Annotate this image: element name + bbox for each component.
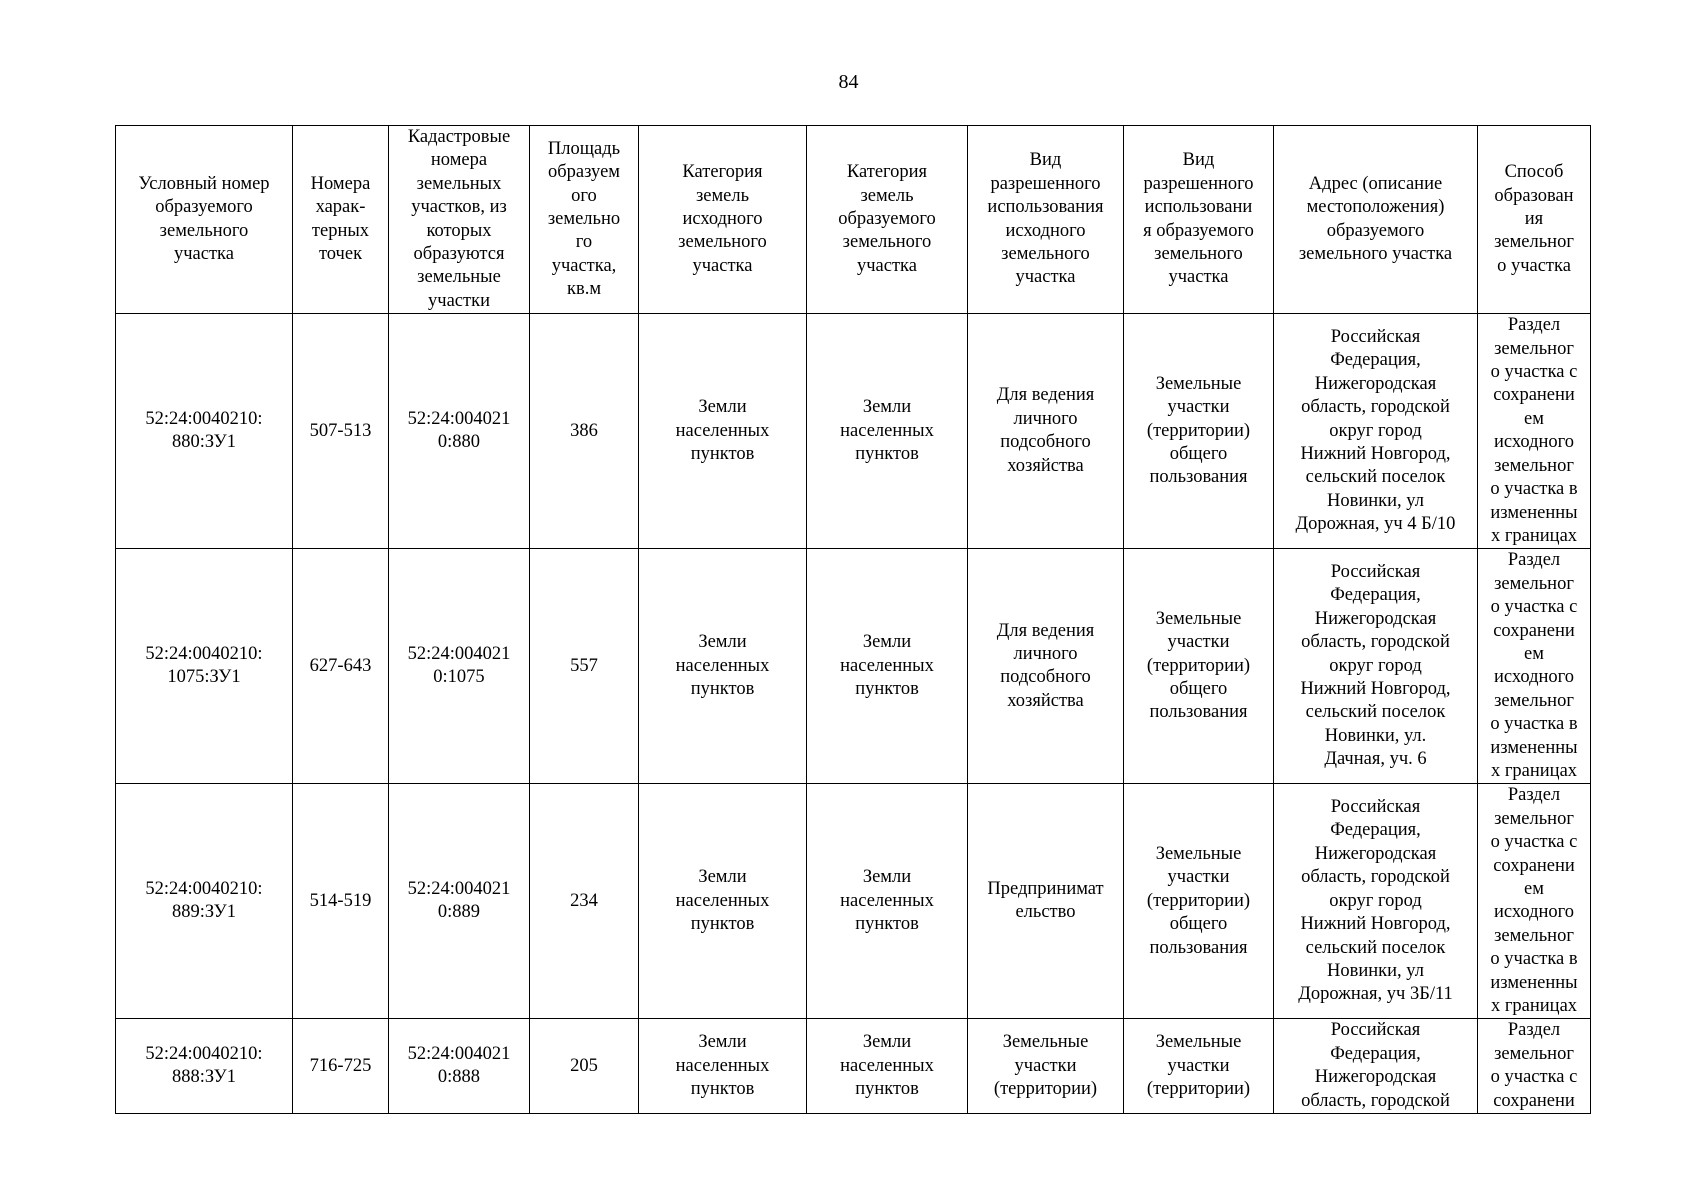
page-number: 84 — [838, 71, 859, 93]
header-formation-method: Способ образован ия земельног о участка — [1478, 126, 1591, 314]
cell-conditional-number: 52:24:0040210: 888:ЗУ1 — [116, 1019, 293, 1114]
header-point-numbers: Номера харак- терных точек — [293, 126, 389, 314]
land-plots-table — [115, 125, 1591, 1114]
table-header-row — [116, 126, 1591, 314]
cell-area: 234 — [530, 784, 639, 1019]
header-source-category: Категория земель исходного земельного участка — [639, 126, 807, 314]
cell-source-permitted-use: Земельные участки (территории) — [968, 1019, 1124, 1114]
cell-cadastral-number: 52:24:004021 0:888 — [389, 1019, 530, 1114]
cell-formation-method: Раздел земельног о участка с сохранени — [1478, 1019, 1591, 1114]
cell-point-numbers: 514-519 — [293, 784, 389, 1019]
cell-point-numbers: 507-513 — [293, 314, 389, 549]
header-formed-category: Категория земель образуемого земельного участка — [807, 126, 968, 314]
cell-conditional-number: 52:24:0040210: 889:ЗУ1 — [116, 784, 293, 1019]
cell-source-permitted-use: Для ведения личного подсобного хозяйства — [968, 314, 1124, 549]
table-row — [116, 784, 1591, 1019]
cell-address: Российская Федерация, Нижегородская область, городской округ город Нижний Новгород, сельский поселок Новинки, ул Дорожная, уч 3Б/11 — [1274, 784, 1478, 1019]
header-address: Адрес (описание местоположения) образуемого земельного участка — [1274, 126, 1478, 314]
cell-formed-category: Земли населенных пунктов — [807, 314, 968, 549]
table-row — [116, 1019, 1591, 1114]
cell-area: 557 — [530, 549, 639, 784]
cell-formed-category: Земли населенных пунктов — [807, 549, 968, 784]
cell-source-category: Земли населенных пунктов — [639, 549, 807, 784]
header-conditional-number: Условный номер образуемого земельного участка — [116, 126, 293, 314]
cell-formed-permitted-use: Земельные участки (территории) — [1124, 1019, 1274, 1114]
cell-source-permitted-use: Предпринимат ельство — [968, 784, 1124, 1019]
cell-conditional-number: 52:24:0040210: 880:ЗУ1 — [116, 314, 293, 549]
cell-source-permitted-use: Для ведения личного подсобного хозяйства — [968, 549, 1124, 784]
header-source-permitted-use: Вид разрешенного использования исходного земельного участка — [968, 126, 1124, 314]
cell-source-category: Земли населенных пунктов — [639, 314, 807, 549]
table-row — [116, 314, 1591, 549]
cell-area: 386 — [530, 314, 639, 549]
cell-point-numbers: 627-643 — [293, 549, 389, 784]
cell-formed-category: Земли населенных пунктов — [807, 1019, 968, 1114]
cell-conditional-number: 52:24:0040210: 1075:ЗУ1 — [116, 549, 293, 784]
cell-point-numbers: 716-725 — [293, 1019, 389, 1114]
cell-formed-permitted-use: Земельные участки (территории) общего пользования — [1124, 314, 1274, 549]
cell-address: Российская Федерация, Нижегородская область, городской округ город Нижний Новгород, сельский поселок Новинки, ул Дорожная, уч 4 Б/10 — [1274, 314, 1478, 549]
cell-cadastral-number: 52:24:004021 0:1075 — [389, 549, 530, 784]
cell-formed-permitted-use: Земельные участки (территории) общего пользования — [1124, 784, 1274, 1019]
cell-cadastral-number: 52:24:004021 0:880 — [389, 314, 530, 549]
cell-address: Российская Федерация, Нижегородская область, городской — [1274, 1019, 1478, 1114]
header-area: Площадь образуем ого земельно го участка, кв.м — [530, 126, 639, 314]
cell-address: Российская Федерация, Нижегородская область, городской округ город Нижний Новгород, сельский поселок Новинки, ул. Дачная, уч. 6 — [1274, 549, 1478, 784]
cell-cadastral-number: 52:24:004021 0:889 — [389, 784, 530, 1019]
cell-formation-method: Раздел земельног о участка с сохранени ем исходного земельног о участка в измененны х границах — [1478, 784, 1591, 1019]
table-row — [116, 549, 1591, 784]
header-formed-permitted-use: Вид разрешенного использовани я образуемого земельного участка — [1124, 126, 1274, 314]
cell-formation-method: Раздел земельног о участка с сохранени ем исходного земельног о участка в измененны х границах — [1478, 314, 1591, 549]
cell-source-category: Земли населенных пунктов — [639, 784, 807, 1019]
header-cadastral-numbers: Кадастровые номера земельных участков, из которых образуются земельные участки — [389, 126, 530, 314]
cell-formed-category: Земли населенных пунктов — [807, 784, 968, 1019]
cell-formation-method: Раздел земельног о участка с сохранени ем исходного земельног о участка в измененны х границах — [1478, 549, 1591, 784]
cell-source-category: Земли населенных пунктов — [639, 1019, 807, 1114]
cell-formed-permitted-use: Земельные участки (территории) общего пользования — [1124, 549, 1274, 784]
cell-area: 205 — [530, 1019, 639, 1114]
